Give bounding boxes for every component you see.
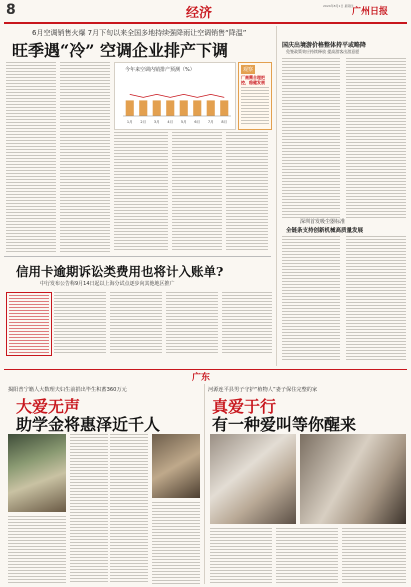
gd-left-photo-second xyxy=(152,434,200,498)
side-text-col1 xyxy=(282,58,340,218)
story2-rule xyxy=(4,256,271,257)
chart-category-label: 1月 xyxy=(126,120,133,124)
gd-left-col1 xyxy=(70,434,108,584)
gd-left-col3 xyxy=(152,502,200,584)
gd-right-title2: 有一种爱叫等你醒来 xyxy=(212,415,357,434)
story1-col3 xyxy=(114,132,168,252)
story1-col2 xyxy=(60,62,110,252)
commentary-box xyxy=(238,62,272,130)
story2-subhead: 中行发布公告称9月14日起以上海分试点逐步向其他地区推广 xyxy=(40,281,175,287)
chart-bar-6 xyxy=(193,100,201,116)
chart-category-label: 4月 xyxy=(167,120,174,124)
side-headline: 国庆出境游价格整体持平或略降 xyxy=(282,42,367,49)
page-number: 8 xyxy=(6,2,16,18)
gd-right-col1 xyxy=(210,528,272,584)
chart-bar-5 xyxy=(180,100,188,116)
side-text-col2 xyxy=(346,58,406,218)
chart-category-label: 6月 xyxy=(194,120,201,124)
gd-left-col0 xyxy=(8,516,66,584)
story2-lead-box xyxy=(6,292,52,356)
gd-right-title1: 真爱于行 xyxy=(212,397,277,416)
side2-text-col2 xyxy=(346,236,406,362)
gd-right-photo-second xyxy=(300,434,406,524)
story2-lead-text xyxy=(9,295,49,353)
chart-bar-2 xyxy=(139,100,147,116)
gd-left-kicker: 揭阳普宁籍人大数理夫妇生前捐出毕生积蓄360万元 xyxy=(8,387,127,393)
side-headline2b: 全链条支持创新机械高质量发展 xyxy=(286,228,364,234)
section-title: 经济 xyxy=(186,6,213,21)
story2-col2 xyxy=(110,292,162,354)
story2-col1 xyxy=(54,292,106,354)
side2-text-col1 xyxy=(282,236,340,362)
chart-category-label: 3月 xyxy=(153,120,160,124)
page-header xyxy=(0,0,411,22)
chart-trend-line xyxy=(130,94,225,97)
gd-left-col2 xyxy=(110,434,148,584)
commentary-title: 厂商需合理把控，稳健发展 xyxy=(241,75,265,85)
gd-right-kicker: 河源连平县男子守护“植物人”妻子保住完整的家 xyxy=(208,387,318,393)
story1-kicker: 6月空调销售火爆 7月下旬以来全国多地持续强降雨让空调销售“降温” xyxy=(32,29,247,37)
gd-right-col3 xyxy=(342,528,406,584)
commentary-label: 观察 xyxy=(243,67,254,73)
gd-right-photo-main xyxy=(210,434,296,524)
chart-title: 今年来空调内销排产预测（%） xyxy=(125,67,195,73)
story1-col5 xyxy=(226,132,268,252)
chart-bar-3 xyxy=(153,100,161,116)
chart-bar-4 xyxy=(166,100,174,116)
chart-category-label: 7月 xyxy=(207,120,214,124)
gd-left-title2: 助学金将惠泽近千人 xyxy=(16,415,161,434)
gd-right-col2 xyxy=(276,528,338,584)
chart-svg xyxy=(119,75,231,125)
chart-panel xyxy=(114,62,236,130)
side-column-divider xyxy=(276,26,277,366)
story2-col4 xyxy=(222,292,272,354)
side-headline2: 深圳首发吸尘器标准 xyxy=(300,219,346,225)
chart-category-label: 5月 xyxy=(180,120,187,124)
guangdong-label: 广东 xyxy=(192,373,211,383)
masthead: 广州日报 xyxy=(352,7,389,17)
gd-column-divider xyxy=(204,384,205,584)
chart-bar-8 xyxy=(220,100,228,116)
story1-col4 xyxy=(172,132,222,252)
commentary-text xyxy=(241,87,269,125)
chart-bar-7 xyxy=(207,100,215,116)
header-rule xyxy=(4,22,407,24)
story1-col1 xyxy=(6,62,56,252)
gd-left-title1: 大爱无声 xyxy=(16,397,81,416)
chart-category-label: 2月 xyxy=(140,120,147,124)
chart-category-label: 8月 xyxy=(221,120,228,124)
gd-left-photo-main xyxy=(8,434,66,512)
date-line: 2024年8月1日 星期四 xyxy=(323,4,354,8)
story1-headline: 旺季遇“冷” 空调企业排产下调 xyxy=(12,41,228,60)
story2-col3 xyxy=(166,292,218,354)
side-subhead: 免签政策效应持续释放 提高游客出游意愿 xyxy=(286,49,360,54)
chart-bar-1 xyxy=(126,100,134,116)
story2-headline: 信用卡逾期诉讼类费用也将计入账单? xyxy=(16,264,224,279)
